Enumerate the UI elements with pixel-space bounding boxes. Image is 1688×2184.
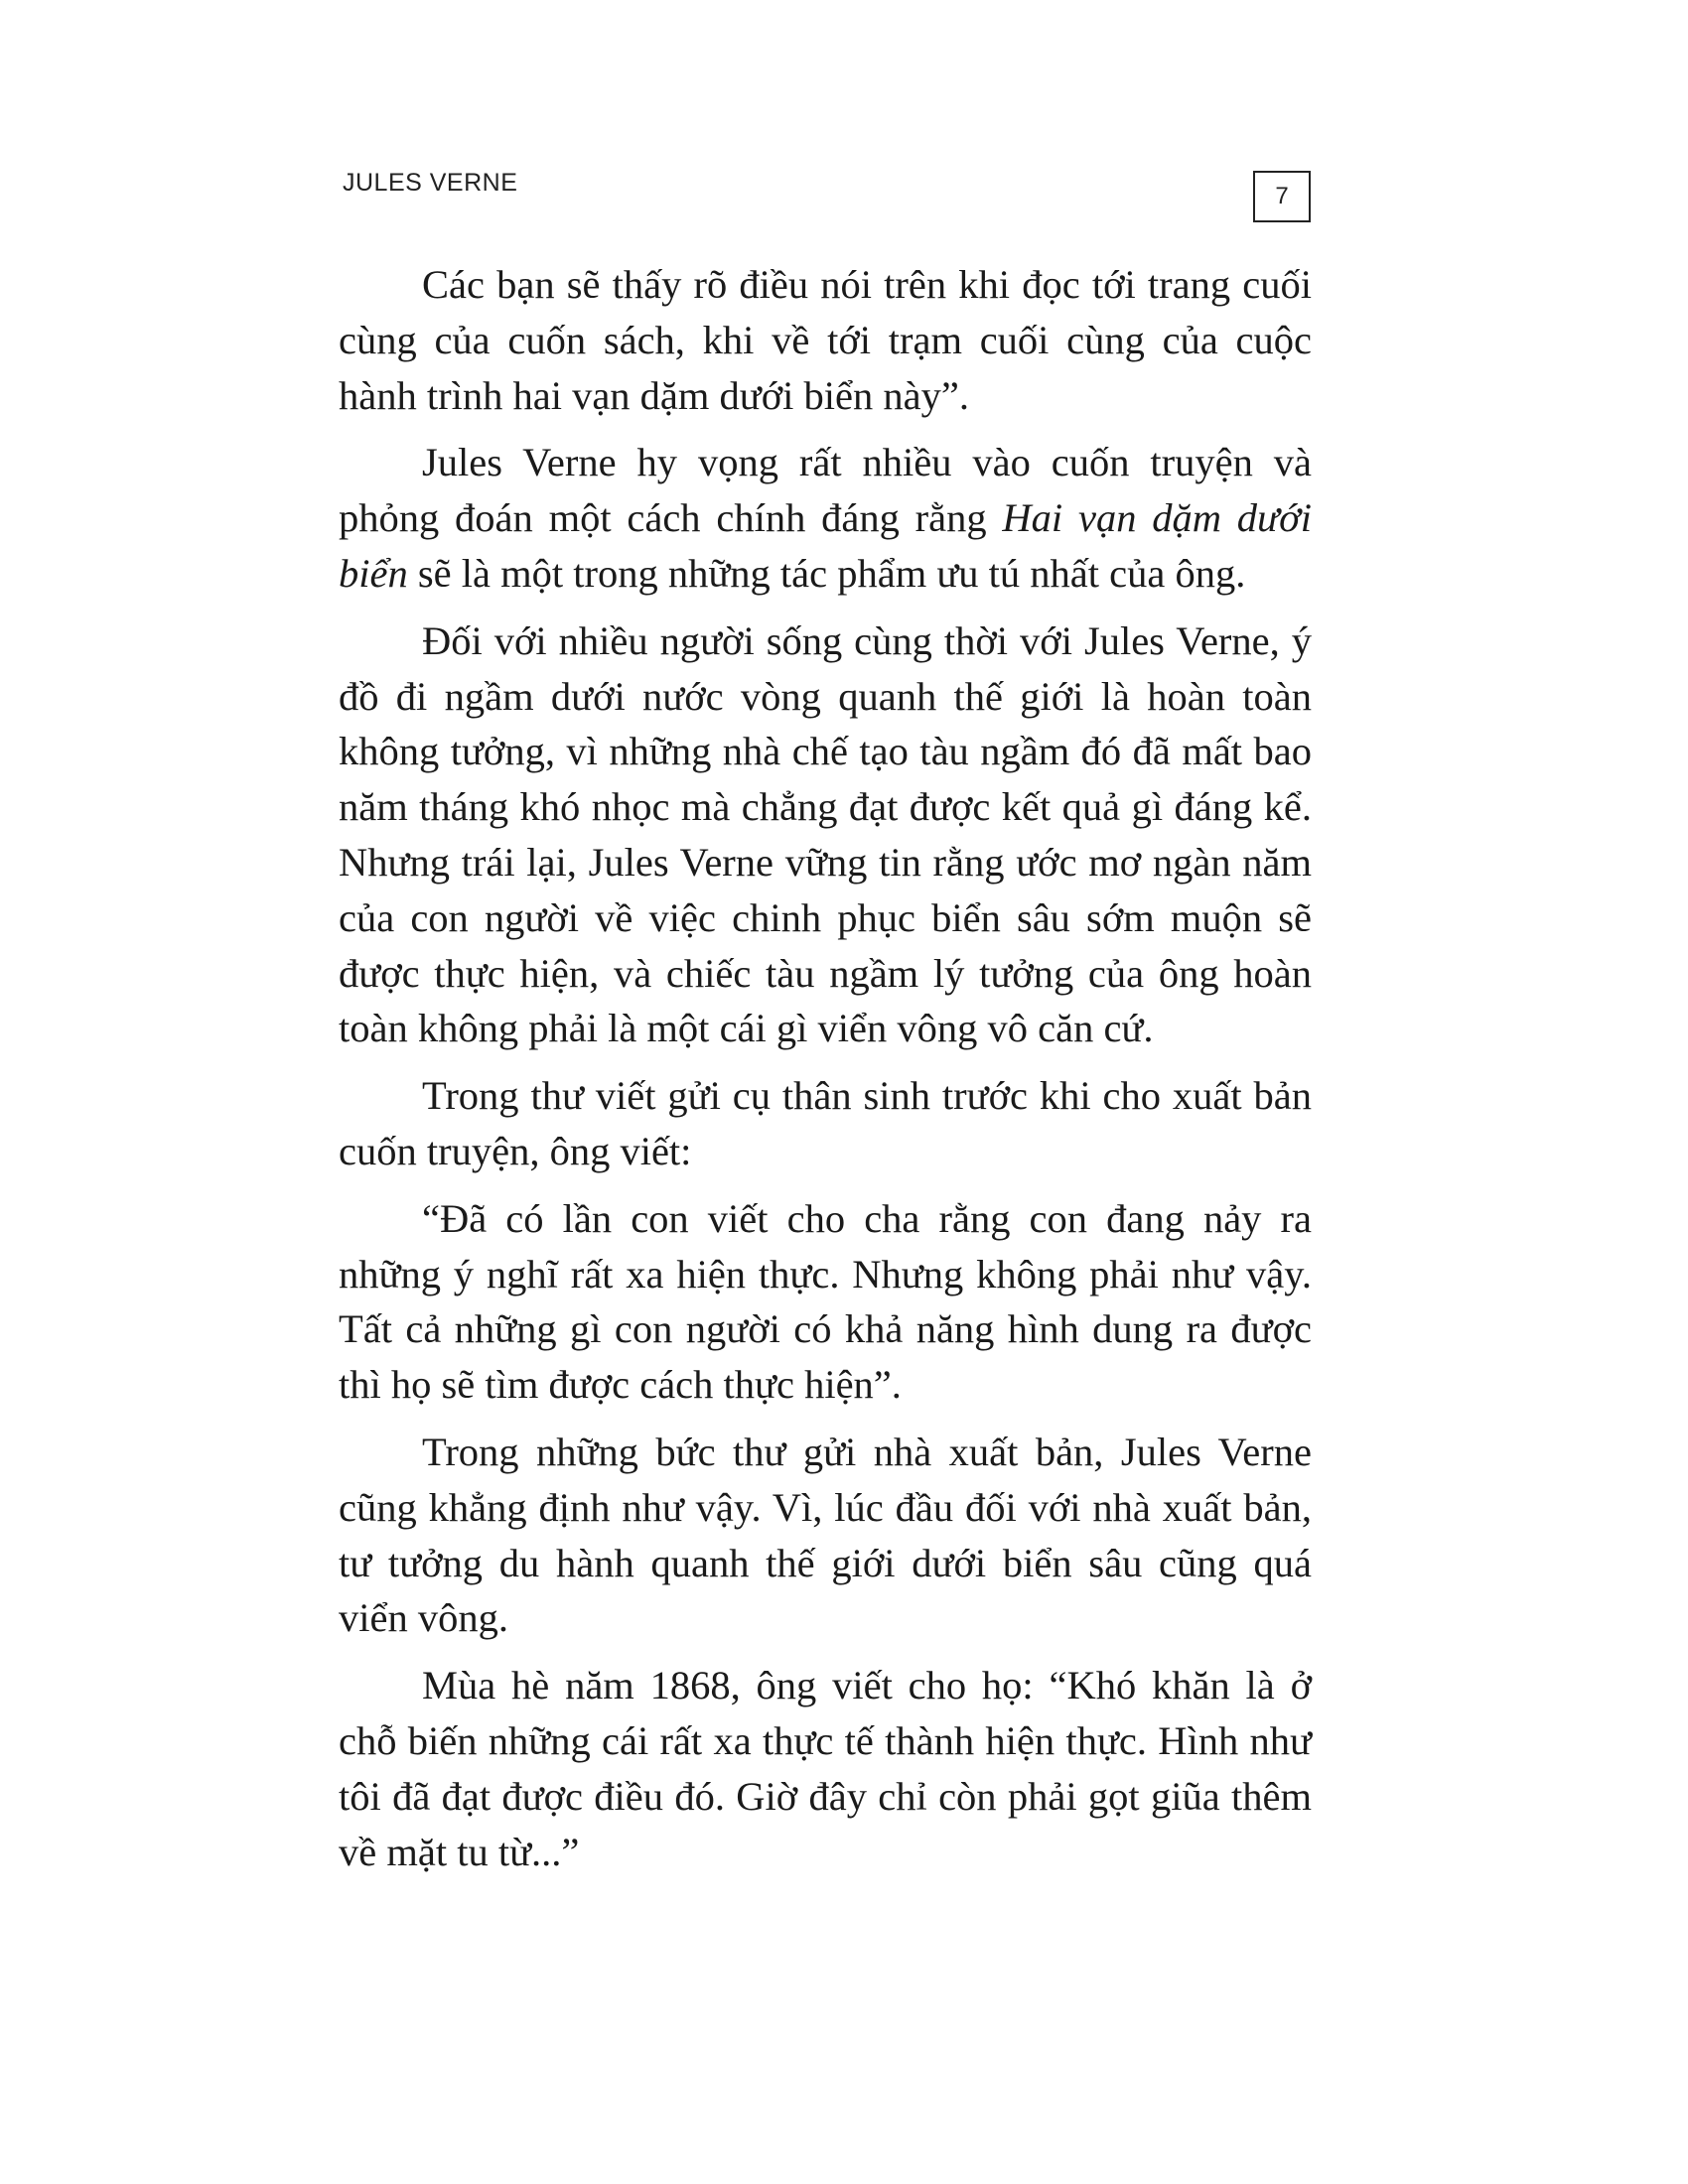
- paragraph-2: [339, 435, 1312, 601]
- book-title-italic: Hai vạn dặm dưới biển: [339, 495, 1312, 596]
- paragraph-3: Đối với nhiều người sống cùng thời với Jules Verne, ý đồ đi ngầm dưới nước vòng quanh thế giới là hoàn toàn không tưởng, vì những nhà chế tạo tàu ngầm đó đã mất bao năm tháng khó nhọc mà chẳng đạt được kết quả gì đáng kể. Nhưng trái lại, Jules Verne vững tin rằng ước mơ ngàn năm của con người về việc chinh phục biển sâu sớm muộn sẽ được thực hiện, và chiếc tàu ngầm lý tưởng của ông hoàn toàn không phải là một cái gì viển vông vô căn cứ.: [339, 617, 1312, 1051]
- body-text: [339, 257, 1312, 1891]
- paragraph-1: Các bạn sẽ thấy rõ điều nói trên khi đọc tới trang cuối cùng của cuốn sách, khi về tới trạm cuối cùng của cuộc hành trình hai vạn dặm dưới biển này”.: [339, 262, 1312, 418]
- running-head-author: JULES VERNE: [343, 169, 518, 197]
- paragraph-7: Mùa hè năm 1868, ông viết cho họ: “Khó khăn là ở chỗ biến những cái rất xa thực tế thành hiện thực. Hình như tôi đã đạt được điều đó. Giờ đây chỉ còn phải gọt giũa thêm về mặt tu từ...”: [339, 1663, 1312, 1874]
- paragraph-2-lead: Jules Verne hy vọng rất nhiều vào cuốn truyện và phỏng đoán một cách chính đáng rằng: [339, 440, 1312, 541]
- paragraph-5-quote: “Đã có lần con viết cho cha rằng con đang nảy ra những ý nghĩ rất xa hiện thực. Nhưng không phải như vậy. Tất cả những gì con người có khả năng hình dung ra được thì họ sẽ tìm được cách thực hiện”.: [339, 1195, 1312, 1408]
- paragraph-6: Trong những bức thư gửi nhà xuất bản, Jules Verne cũng khẳng định như vậy. Vì, lúc đầu đối với nhà xuất bản, tư tưởng du hành quanh thế giới dưới biển sâu cũng quá viển vông.: [339, 1429, 1312, 1641]
- paragraph-4: Trong thư viết gửi cụ thân sinh trước khi cho xuất bản cuốn truyện, ông viết:: [339, 1073, 1312, 1173]
- page-number: 7: [1253, 171, 1311, 222]
- paragraph-2-tail: sẽ là một trong những tác phẩm ưu tú nhất của ông.: [407, 550, 1246, 596]
